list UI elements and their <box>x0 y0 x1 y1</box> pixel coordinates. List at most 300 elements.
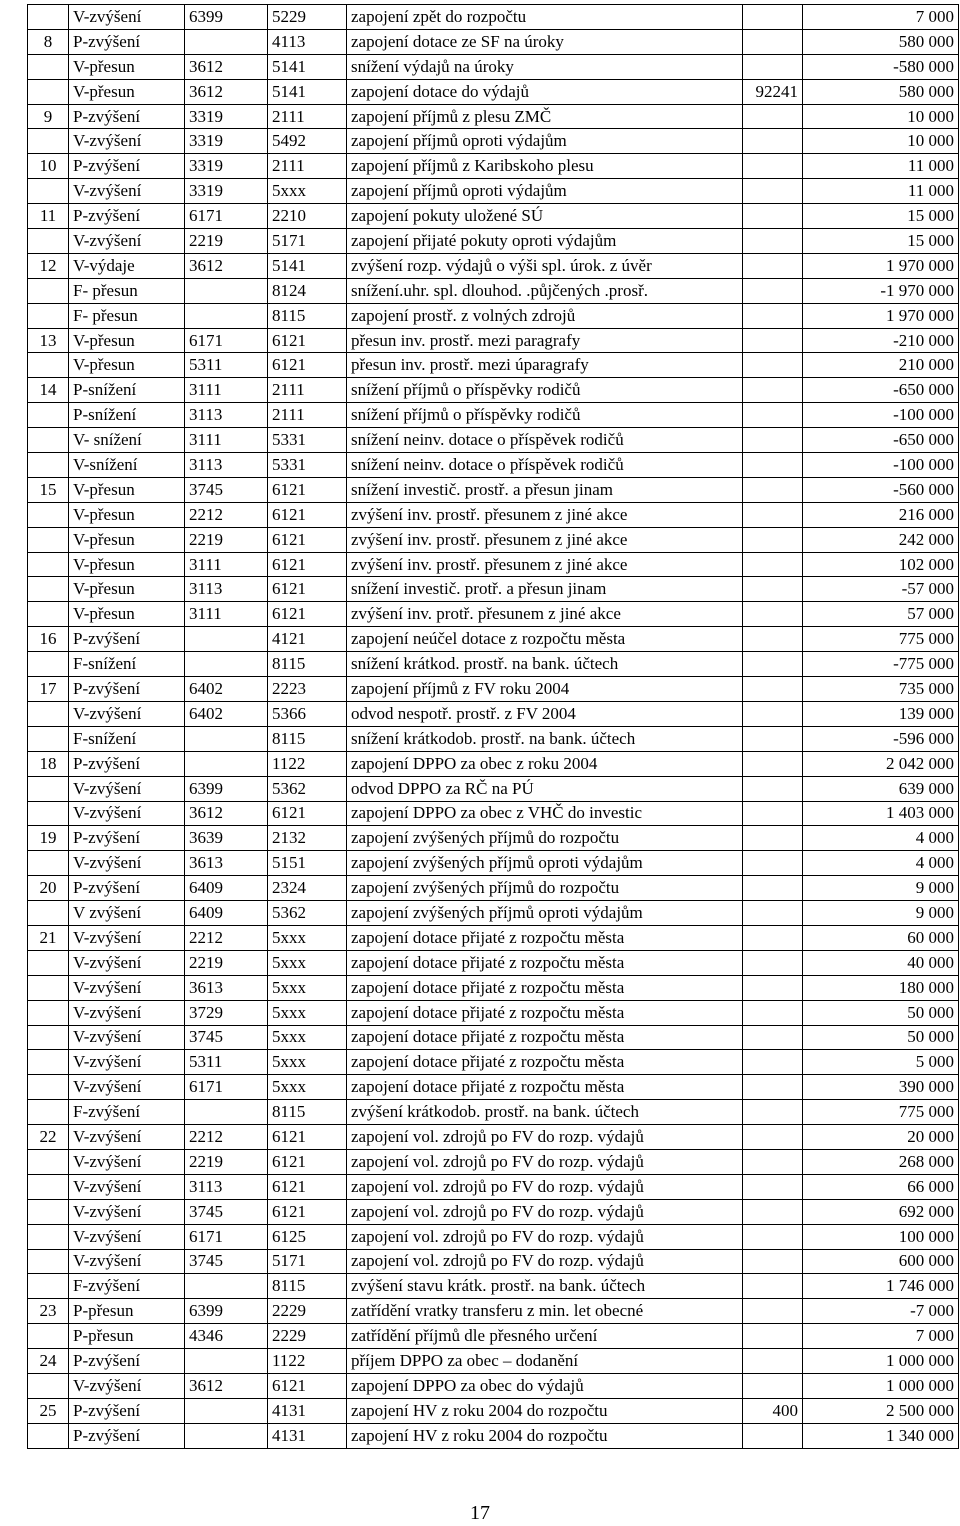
amount-cell: 580 000 <box>803 79 959 104</box>
change-type-cell: F-snížení <box>69 652 185 677</box>
change-type-cell: V-výdaje <box>69 253 185 278</box>
change-type-cell: V-snížení <box>69 453 185 478</box>
item-code-cell: 2132 <box>268 826 347 851</box>
description-cell: zapojení příjmů z FV roku 2004 <box>347 677 743 702</box>
item-code-cell: 6121 <box>268 1125 347 1150</box>
paragraph-code-cell <box>185 1349 268 1374</box>
row-number-cell <box>28 1075 69 1100</box>
item-code-cell: 5xxx <box>268 950 347 975</box>
row-number-cell <box>28 1324 69 1349</box>
org-code-cell <box>743 1349 803 1374</box>
item-code-cell: 5151 <box>268 851 347 876</box>
paragraph-code-cell <box>185 751 268 776</box>
description-cell: zapojení zvýšených příjmů do rozpočtu <box>347 826 743 851</box>
description-cell: zapojení příjmů oproti výdajům <box>347 129 743 154</box>
table-row <box>28 1050 959 1075</box>
row-number-cell <box>28 179 69 204</box>
row-number-cell: 24 <box>28 1349 69 1374</box>
table-row <box>28 1025 959 1050</box>
description-cell: snížení neinv. dotace o příspěvek rodičů <box>347 453 743 478</box>
row-number-cell: 19 <box>28 826 69 851</box>
description-cell: zapojení dotace přijaté z rozpočtu města <box>347 1025 743 1050</box>
amount-cell: 50 000 <box>803 1025 959 1050</box>
paragraph-code-cell: 3639 <box>185 826 268 851</box>
table-row <box>28 1149 959 1174</box>
row-number-cell: 14 <box>28 378 69 403</box>
description-cell: zapojení HV z roku 2004 do rozpočtu <box>347 1398 743 1423</box>
item-code-cell: 5171 <box>268 229 347 254</box>
description-cell: zapojení vol. zdrojů po FV do rozp. výdajů <box>347 1149 743 1174</box>
org-code-cell <box>743 1324 803 1349</box>
paragraph-code-cell: 6399 <box>185 776 268 801</box>
description-cell: zvýšení inv. prostř. přesunem z jiné akce <box>347 552 743 577</box>
amount-cell: 600 000 <box>803 1249 959 1274</box>
amount-cell: 775 000 <box>803 1100 959 1125</box>
paragraph-code-cell <box>185 29 268 54</box>
table-row <box>28 577 959 602</box>
item-code-cell: 5141 <box>268 253 347 278</box>
change-type-cell: P-snížení <box>69 403 185 428</box>
description-cell: příjem DPPO za obec – dodanění <box>347 1349 743 1374</box>
org-code-cell <box>743 1423 803 1448</box>
paragraph-code-cell: 6171 <box>185 204 268 229</box>
row-number-cell: 8 <box>28 29 69 54</box>
change-type-cell: V-zvýšení <box>69 975 185 1000</box>
amount-cell: 9 000 <box>803 901 959 926</box>
table-row <box>28 179 959 204</box>
org-code-cell <box>743 901 803 926</box>
item-code-cell: 8115 <box>268 726 347 751</box>
org-code-cell <box>743 1274 803 1299</box>
table-row <box>28 552 959 577</box>
item-code-cell: 4121 <box>268 627 347 652</box>
row-number-cell: 9 <box>28 104 69 129</box>
table-row <box>28 1274 959 1299</box>
paragraph-code-cell: 3319 <box>185 104 268 129</box>
amount-cell: 1 970 000 <box>803 253 959 278</box>
item-code-cell: 5331 <box>268 453 347 478</box>
change-type-cell: V-zvýšení <box>69 129 185 154</box>
change-type-cell: V-zvýšení <box>69 179 185 204</box>
amount-cell: 15 000 <box>803 229 959 254</box>
amount-cell: 20 000 <box>803 1125 959 1150</box>
org-code-cell <box>743 975 803 1000</box>
item-code-cell: 2324 <box>268 876 347 901</box>
paragraph-code-cell <box>185 627 268 652</box>
description-cell: zvýšení rozp. výdajů o výši spl. úrok. z úvěr <box>347 253 743 278</box>
amount-cell: 180 000 <box>803 975 959 1000</box>
item-code-cell: 2229 <box>268 1324 347 1349</box>
item-code-cell: 6121 <box>268 552 347 577</box>
row-number-cell <box>28 129 69 154</box>
paragraph-code-cell: 2212 <box>185 502 268 527</box>
row-number-cell <box>28 1274 69 1299</box>
table-row <box>28 1125 959 1150</box>
amount-cell: -100 000 <box>803 403 959 428</box>
paragraph-code-cell: 3319 <box>185 154 268 179</box>
paragraph-code-cell <box>185 1398 268 1423</box>
org-code-cell: 92241 <box>743 79 803 104</box>
amount-cell: 1 970 000 <box>803 303 959 328</box>
change-type-cell: V- snížení <box>69 428 185 453</box>
amount-cell: 7 000 <box>803 5 959 30</box>
change-type-cell: F- přesun <box>69 278 185 303</box>
item-code-cell: 6121 <box>268 1149 347 1174</box>
description-cell: snížení krátkodob. prostř. na bank. účtech <box>347 726 743 751</box>
change-type-cell: V-zvýšení <box>69 1125 185 1150</box>
description-cell: zapojení vol. zdrojů po FV do rozp. výdajů <box>347 1199 743 1224</box>
row-number-cell <box>28 1174 69 1199</box>
change-type-cell: P-zvýšení <box>69 1349 185 1374</box>
description-cell: zapojení dotace přijaté z rozpočtu města <box>347 950 743 975</box>
amount-cell: 775 000 <box>803 627 959 652</box>
item-code-cell: 6121 <box>268 353 347 378</box>
paragraph-code-cell <box>185 1423 268 1448</box>
row-number-cell: 25 <box>28 1398 69 1423</box>
org-code-cell <box>743 229 803 254</box>
table-row <box>28 726 959 751</box>
row-number-cell <box>28 776 69 801</box>
item-code-cell: 8115 <box>268 652 347 677</box>
row-number-cell <box>28 726 69 751</box>
row-number-cell <box>28 428 69 453</box>
amount-cell: 50 000 <box>803 1000 959 1025</box>
amount-cell: 100 000 <box>803 1224 959 1249</box>
org-code-cell <box>743 726 803 751</box>
paragraph-code-cell: 3111 <box>185 428 268 453</box>
item-code-cell: 5362 <box>268 776 347 801</box>
paragraph-code-cell: 3113 <box>185 577 268 602</box>
table-row <box>28 477 959 502</box>
table-row <box>28 403 959 428</box>
change-type-cell: V-zvýšení <box>69 1075 185 1100</box>
amount-cell: -596 000 <box>803 726 959 751</box>
amount-cell: 268 000 <box>803 1149 959 1174</box>
item-code-cell: 6121 <box>268 527 347 552</box>
amount-cell: 66 000 <box>803 1174 959 1199</box>
row-number-cell: 17 <box>28 677 69 702</box>
description-cell: zapojení prostř. z volných zdrojů <box>347 303 743 328</box>
amount-cell: 11 000 <box>803 179 959 204</box>
item-code-cell: 4113 <box>268 29 347 54</box>
org-code-cell <box>743 29 803 54</box>
description-cell: snížení krátkod. prostř. na bank. účtech <box>347 652 743 677</box>
row-number-cell: 10 <box>28 154 69 179</box>
paragraph-code-cell: 3729 <box>185 1000 268 1025</box>
org-code-cell <box>743 1224 803 1249</box>
row-number-cell <box>28 278 69 303</box>
org-code-cell <box>743 253 803 278</box>
table-row <box>28 1100 959 1125</box>
org-code-cell <box>743 577 803 602</box>
row-number-cell <box>28 851 69 876</box>
change-type-cell: V-zvýšení <box>69 925 185 950</box>
paragraph-code-cell: 3613 <box>185 851 268 876</box>
paragraph-code-cell <box>185 1274 268 1299</box>
item-code-cell: 6121 <box>268 1373 347 1398</box>
change-type-cell: V-zvýšení <box>69 5 185 30</box>
paragraph-code-cell: 2212 <box>185 1125 268 1150</box>
org-code-cell <box>743 502 803 527</box>
description-cell: zapojení příjmů z Karibskoho plesu <box>347 154 743 179</box>
amount-cell: 4 000 <box>803 851 959 876</box>
paragraph-code-cell: 6171 <box>185 1075 268 1100</box>
table-row <box>28 154 959 179</box>
description-cell: zapojení dotace přijaté z rozpočtu města <box>347 1050 743 1075</box>
amount-cell: 580 000 <box>803 29 959 54</box>
description-cell: zapojení DPPO za obec z VHČ do investic <box>347 801 743 826</box>
paragraph-code-cell: 3745 <box>185 477 268 502</box>
description-cell: zapojení zpět do rozpočtu <box>347 5 743 30</box>
item-code-cell: 4131 <box>268 1398 347 1423</box>
row-number-cell <box>28 79 69 104</box>
table-row <box>28 1324 959 1349</box>
item-code-cell: 5xxx <box>268 1025 347 1050</box>
amount-cell: 11 000 <box>803 154 959 179</box>
description-cell: zatřídění vratky transferu z min. let obecné <box>347 1299 743 1324</box>
table-row <box>28 502 959 527</box>
description-cell: zapojení vol. zdrojů po FV do rozp. výdajů <box>347 1174 743 1199</box>
row-number-cell <box>28 1373 69 1398</box>
amount-cell: -7 000 <box>803 1299 959 1324</box>
paragraph-code-cell: 6402 <box>185 677 268 702</box>
org-code-cell <box>743 652 803 677</box>
org-code-cell <box>743 751 803 776</box>
org-code-cell <box>743 627 803 652</box>
table-row <box>28 5 959 30</box>
table-row <box>28 1373 959 1398</box>
row-number-cell <box>28 403 69 428</box>
paragraph-code-cell: 6171 <box>185 328 268 353</box>
row-number-cell <box>28 1050 69 1075</box>
row-number-cell <box>28 652 69 677</box>
amount-cell: 1 403 000 <box>803 801 959 826</box>
amount-cell: 7 000 <box>803 1324 959 1349</box>
table-row <box>28 602 959 627</box>
description-cell: zapojení neúčel dotace z rozpočtu města <box>347 627 743 652</box>
org-code-cell <box>743 1125 803 1150</box>
table-row <box>28 1249 959 1274</box>
item-code-cell: 5xxx <box>268 1050 347 1075</box>
row-number-cell <box>28 1100 69 1125</box>
description-cell: odvod DPPO za RČ na PÚ <box>347 776 743 801</box>
item-code-cell: 6121 <box>268 1174 347 1199</box>
row-number-cell <box>28 552 69 577</box>
description-cell: odvod nespotř. prostř. z FV 2004 <box>347 701 743 726</box>
table-row <box>28 1174 959 1199</box>
table-row <box>28 527 959 552</box>
change-type-cell: V-zvýšení <box>69 1199 185 1224</box>
change-type-cell: V-zvýšení <box>69 1025 185 1050</box>
row-number-cell <box>28 801 69 826</box>
paragraph-code-cell: 2212 <box>185 925 268 950</box>
item-code-cell: 5331 <box>268 428 347 453</box>
change-type-cell: P-přesun <box>69 1299 185 1324</box>
change-type-cell: V-zvýšení <box>69 1000 185 1025</box>
org-code-cell <box>743 403 803 428</box>
table-row <box>28 129 959 154</box>
item-code-cell: 8115 <box>268 303 347 328</box>
amount-cell: -57 000 <box>803 577 959 602</box>
amount-cell: 1 746 000 <box>803 1274 959 1299</box>
org-code-cell <box>743 826 803 851</box>
amount-cell: 40 000 <box>803 950 959 975</box>
description-cell: zapojení HV z roku 2004 do rozpočtu <box>347 1423 743 1448</box>
table-row <box>28 1398 959 1423</box>
description-cell: zapojení pokuty uložené SÚ <box>347 204 743 229</box>
org-code-cell <box>743 925 803 950</box>
description-cell: snížení příjmů o příspěvky rodičů <box>347 378 743 403</box>
table-row <box>28 701 959 726</box>
org-code-cell <box>743 1025 803 1050</box>
org-code-cell <box>743 801 803 826</box>
table-row <box>28 751 959 776</box>
change-type-cell: V zvýšení <box>69 901 185 926</box>
amount-cell: 242 000 <box>803 527 959 552</box>
description-cell: zapojení zvýšených příjmů oproti výdajům <box>347 901 743 926</box>
item-code-cell: 5229 <box>268 5 347 30</box>
paragraph-code-cell: 3613 <box>185 975 268 1000</box>
description-cell: zapojení dotace přijaté z rozpočtu města <box>347 925 743 950</box>
item-code-cell: 4131 <box>268 1423 347 1448</box>
row-number-cell: 13 <box>28 328 69 353</box>
description-cell: zvýšení inv. prostř. přesunem z jiné akce <box>347 502 743 527</box>
description-cell: zapojení příjmů z plesu ZMČ <box>347 104 743 129</box>
item-code-cell: 5xxx <box>268 179 347 204</box>
table-row <box>28 54 959 79</box>
amount-cell: 639 000 <box>803 776 959 801</box>
org-code-cell <box>743 453 803 478</box>
amount-cell: 9 000 <box>803 876 959 901</box>
description-cell: zapojení dotace přijaté z rozpočtu města <box>347 975 743 1000</box>
item-code-cell: 5xxx <box>268 1000 347 1025</box>
paragraph-code-cell: 3612 <box>185 79 268 104</box>
org-code-cell <box>743 204 803 229</box>
row-number-cell <box>28 353 69 378</box>
org-code-cell <box>743 5 803 30</box>
description-cell: zapojení dotace přijaté z rozpočtu města <box>347 1000 743 1025</box>
row-number-cell <box>28 1025 69 1050</box>
change-type-cell: V-přesun <box>69 54 185 79</box>
description-cell: zapojení vol. zdrojů po FV do rozp. výdajů <box>347 1249 743 1274</box>
table-row <box>28 1199 959 1224</box>
paragraph-code-cell: 3745 <box>185 1025 268 1050</box>
amount-cell: 216 000 <box>803 502 959 527</box>
item-code-cell: 5366 <box>268 701 347 726</box>
row-number-cell <box>28 901 69 926</box>
org-code-cell <box>743 477 803 502</box>
item-code-cell: 6121 <box>268 1199 347 1224</box>
item-code-cell: 6121 <box>268 477 347 502</box>
description-cell: zapojení dotace do výdajů <box>347 79 743 104</box>
item-code-cell: 6121 <box>268 577 347 602</box>
table-row <box>28 1423 959 1448</box>
change-type-cell: V-zvýšení <box>69 701 185 726</box>
org-code-cell <box>743 154 803 179</box>
change-type-cell: F-zvýšení <box>69 1274 185 1299</box>
org-code-cell <box>743 328 803 353</box>
paragraph-code-cell: 3111 <box>185 552 268 577</box>
description-cell: zapojení vol. zdrojů po FV do rozp. výdajů <box>347 1125 743 1150</box>
row-number-cell <box>28 1423 69 1448</box>
description-cell: snížení neinv. dotace o příspěvek rodičů <box>347 428 743 453</box>
table-row <box>28 204 959 229</box>
org-code-cell <box>743 1174 803 1199</box>
table-row <box>28 378 959 403</box>
org-code-cell <box>743 278 803 303</box>
item-code-cell: 1122 <box>268 751 347 776</box>
description-cell: zapojení příjmů oproti výdajům <box>347 179 743 204</box>
change-type-cell: F-snížení <box>69 726 185 751</box>
change-type-cell: V-přesun <box>69 502 185 527</box>
table-body <box>28 5 959 1449</box>
row-number-cell: 22 <box>28 1125 69 1150</box>
item-code-cell: 5xxx <box>268 975 347 1000</box>
description-cell: zapojení zvýšených příjmů oproti výdajům <box>347 851 743 876</box>
table-row <box>28 303 959 328</box>
paragraph-code-cell <box>185 726 268 751</box>
row-number-cell: 15 <box>28 477 69 502</box>
paragraph-code-cell: 2219 <box>185 229 268 254</box>
org-code-cell <box>743 1100 803 1125</box>
table-row <box>28 851 959 876</box>
description-cell: zapojení zvýšených příjmů do rozpočtu <box>347 876 743 901</box>
amount-cell: 5 000 <box>803 1050 959 1075</box>
paragraph-code-cell: 2219 <box>185 527 268 552</box>
description-cell: zapojení DPPO za obec z roku 2004 <box>347 751 743 776</box>
description-cell: snížení investič. prostř. a přesun jinam <box>347 477 743 502</box>
change-type-cell: P-zvýšení <box>69 876 185 901</box>
change-type-cell: P-zvýšení <box>69 1423 185 1448</box>
org-code-cell <box>743 428 803 453</box>
item-code-cell: 2111 <box>268 104 347 129</box>
org-code-cell <box>743 1075 803 1100</box>
change-type-cell: P-zvýšení <box>69 104 185 129</box>
row-number-cell <box>28 303 69 328</box>
row-number-cell <box>28 1249 69 1274</box>
item-code-cell: 5362 <box>268 901 347 926</box>
item-code-cell: 5492 <box>268 129 347 154</box>
table-row <box>28 1075 959 1100</box>
row-number-cell <box>28 1149 69 1174</box>
item-code-cell: 6121 <box>268 502 347 527</box>
paragraph-code-cell <box>185 303 268 328</box>
table-row <box>28 229 959 254</box>
org-code-cell <box>743 677 803 702</box>
amount-cell: -560 000 <box>803 477 959 502</box>
org-code-cell <box>743 851 803 876</box>
change-type-cell: V-zvýšení <box>69 851 185 876</box>
table-row <box>28 677 959 702</box>
amount-cell: 1 340 000 <box>803 1423 959 1448</box>
row-number-cell <box>28 229 69 254</box>
table-row <box>28 776 959 801</box>
org-code-cell <box>743 1299 803 1324</box>
paragraph-code-cell: 3113 <box>185 403 268 428</box>
amount-cell: 210 000 <box>803 353 959 378</box>
change-type-cell: V-zvýšení <box>69 801 185 826</box>
org-code-cell <box>743 1149 803 1174</box>
paragraph-code-cell: 3745 <box>185 1199 268 1224</box>
description-cell: zapojení dotace ze SF na úroky <box>347 29 743 54</box>
amount-cell: 390 000 <box>803 1075 959 1100</box>
item-code-cell: 5141 <box>268 79 347 104</box>
org-code-cell <box>743 701 803 726</box>
org-code-cell <box>743 552 803 577</box>
paragraph-code-cell: 6171 <box>185 1224 268 1249</box>
paragraph-code-cell: 3612 <box>185 801 268 826</box>
change-type-cell: V-přesun <box>69 577 185 602</box>
